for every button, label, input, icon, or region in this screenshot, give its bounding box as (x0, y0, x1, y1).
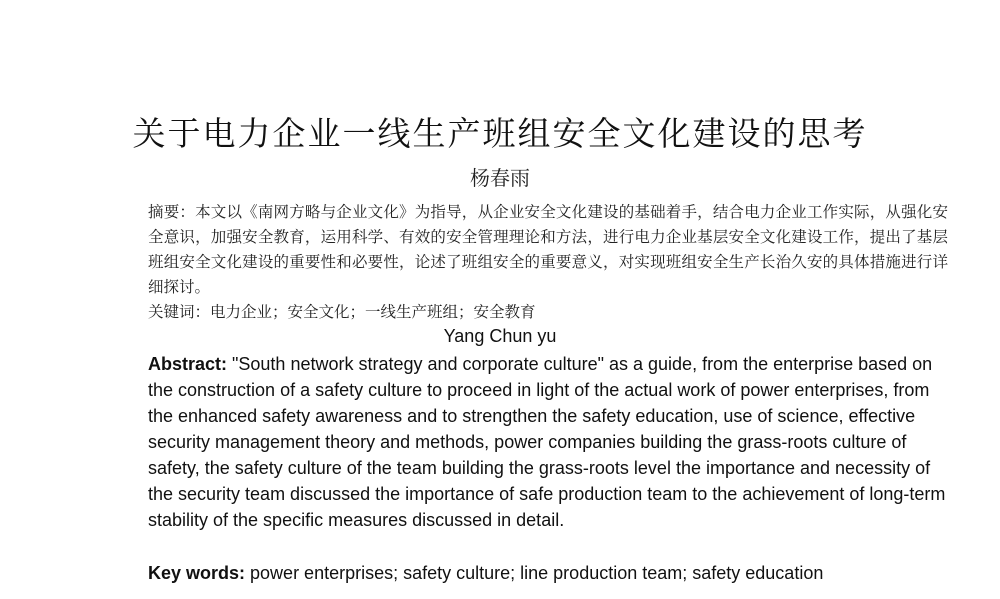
author-name-english: Yang Chun yu (443, 326, 557, 346)
abstract-chinese-label: 摘要： (148, 203, 196, 221)
abstract-english-text: "South network strategy and corporate culture" as a guide, from the enterprise based on the construction of a safety culture to proceed in light of the actual work of power enterprises, from the enhanced safety awareness and to strengthen the safety education, use of science, effective security management theory and methods, power companies building the grass-roots culture of safety, the safety culture of the team building the grass-roots level the importance and necessity of the security team discussed the importance of safe production team to the achievement of long-term stability of the specific measures discussed in detail. (148, 354, 946, 530)
keywords-chinese (148, 300, 948, 325)
abstract-english (148, 351, 948, 533)
keywords-english-label: Key words: (148, 563, 246, 583)
abstract-english-label: Abstract: (148, 354, 228, 374)
keywords-english (148, 560, 948, 586)
abstract-chinese (148, 200, 948, 300)
keywords-english-text: power enterprises; safety culture; line production team; safety education (245, 563, 824, 583)
author-name-chinese: 杨春雨 (470, 166, 530, 190)
keywords-chinese-label: 关键词： (148, 303, 211, 321)
paper-title: 关于电力企业一线生产班组安全文化建设的思考 (132, 114, 868, 153)
abstract-chinese-text: 本文以《南网方略与企业文化》为指导，从企业安全文化建设的基础着手，结合电力企业工作实际，从强化安全意识，加强安全教育，运用科学、有效的安全管理理论和方法，进行电力企业基层安全文化建设工作，提出了基层班组安全文化建设的重要性和必要性，论述了班组安全的重要意义，对实现班组安全生产长治久安的具体措施进行详细探讨。 (148, 203, 948, 296)
keywords-chinese-text: 电力企业；安全文化；一线生产班组；安全教育 (210, 303, 536, 321)
